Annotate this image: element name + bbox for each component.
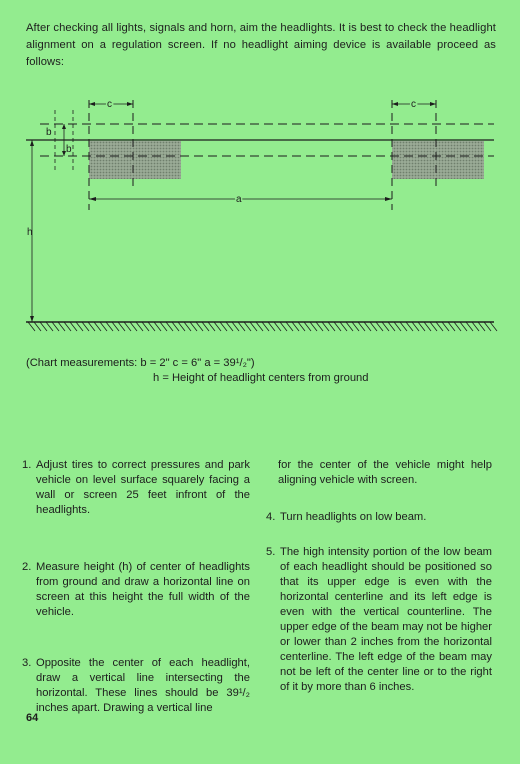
step-2: 2. Measure height (h) of center of headlights from ground and draw a horizontal line on screen at this height the full width of the vehicle. [22,561,250,618]
step-3-continued: for the center of the vehicle might help aligning vehicle with screen. [278,459,492,486]
ground-hatching [28,322,497,331]
label-h: h [27,227,33,238]
steps-left-column [22,458,250,716]
label-a: a [236,194,242,205]
steps-right-column [266,458,492,695]
step-4: 4. Turn headlights on low beam. [266,511,427,523]
page-number: 64 [26,712,39,724]
label-b-top: b [46,127,52,138]
caption-measurements: b = 2" c = 6" a = 39¹/₂") [140,357,255,369]
step-1: 1. Adjust tires to correct pressures and park vehicle on level surface squarely facing a wall or screen 25 feet infront of the headlights. [22,459,250,516]
label-c-right: c [411,99,416,110]
label-c-left: c [107,99,112,110]
chart-measurements-caption [26,356,369,386]
step-5: 5. The high intensity portion of the low beam of each headlight should be positioned so that its upper edge is even with the horizontal centerline and its left edge is even with the vertical counterline. The upper edge of the beam may not be higher or lower than 2 inches from the horizontal centerline. The left edge of the beam may not be left of the center line or to the right of it by more than 6 inches. [266,546,492,693]
right-beam-pattern [392,141,484,179]
caption-prefix: (Chart measurements: [26,357,141,369]
step-3: 3. Opposite the center of each headlight, draw a vertical line intersecting the horizontal. These lines should be 39¹/₂ inches apart. Drawing a vertical line [22,657,250,714]
intro-paragraph: After checking all lights, signals and horn, aim the headlights. It is best to check the headlight alignment on a regulation screen. If no headlight aiming device is available proceed as follows: [26,22,496,68]
label-b-bottom: b [66,144,72,155]
headlight-aiming-diagram [0,80,520,342]
left-beam-pattern [89,141,181,179]
caption-height-definition: h = Height of headlight centers from ground [153,372,369,384]
